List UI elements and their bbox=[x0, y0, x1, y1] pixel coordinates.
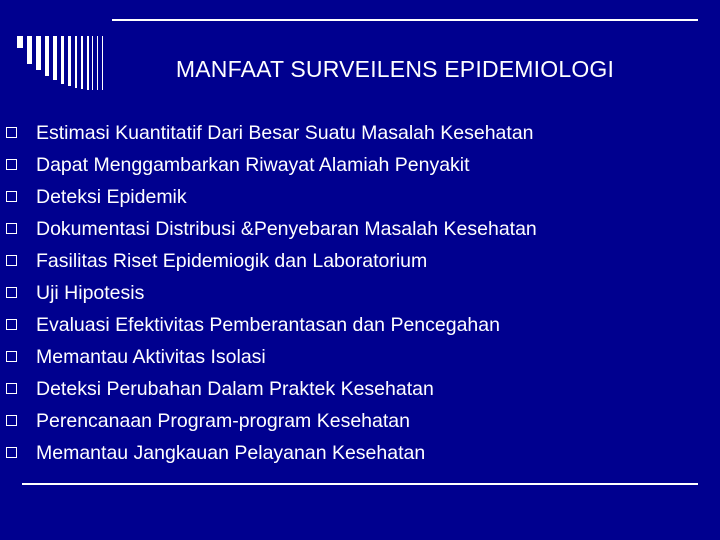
bullet-text: Deteksi Perubahan Dalam Praktek Kesehatan bbox=[36, 378, 434, 400]
hollow-square-icon bbox=[6, 383, 17, 394]
hollow-square-icon bbox=[6, 351, 17, 362]
hollow-square-icon bbox=[6, 287, 17, 298]
bullet-text: Estimasi Kuantitatif Dari Besar Suatu Masalah Kesehatan bbox=[36, 122, 534, 144]
bullet-text: Evaluasi Efektivitas Pemberantasan dan Pencegahan bbox=[36, 314, 500, 336]
hollow-square-icon bbox=[6, 447, 17, 458]
bullet-text: Perencanaan Program-program Kesehatan bbox=[36, 410, 410, 432]
bullet-text: Deteksi Epidemik bbox=[36, 186, 187, 208]
hollow-square-icon bbox=[6, 127, 17, 138]
slide-title: MANFAAT SURVEILENS EPIDEMIOLOGI bbox=[175, 56, 615, 82]
hollow-square-icon bbox=[6, 319, 17, 330]
hollow-square-icon bbox=[6, 415, 17, 426]
bullet-text: Memantau Jangkauan Pelayanan Kesehatan bbox=[36, 442, 426, 464]
bullet-text: Uji Hipotesis bbox=[36, 282, 145, 304]
decorative-bar bbox=[17, 36, 23, 48]
top-divider-line bbox=[112, 19, 698, 21]
hollow-square-icon bbox=[6, 191, 17, 202]
bullet-text: Memantau Aktivitas Isolasi bbox=[36, 346, 266, 368]
hollow-square-icon bbox=[6, 255, 17, 266]
hollow-square-icon bbox=[6, 159, 17, 170]
bullet-text: Fasilitas Riset Epidemiogik dan Laboratorium bbox=[36, 250, 428, 272]
bottom-divider-line bbox=[22, 483, 698, 485]
bullet-text: Dapat Menggambarkan Riwayat Alamiah Penyakit bbox=[36, 154, 470, 176]
hollow-square-icon bbox=[6, 223, 17, 234]
bullet-text: Dokumentasi Distribusi &Penyebaran Masalah Kesehatan bbox=[36, 218, 537, 240]
